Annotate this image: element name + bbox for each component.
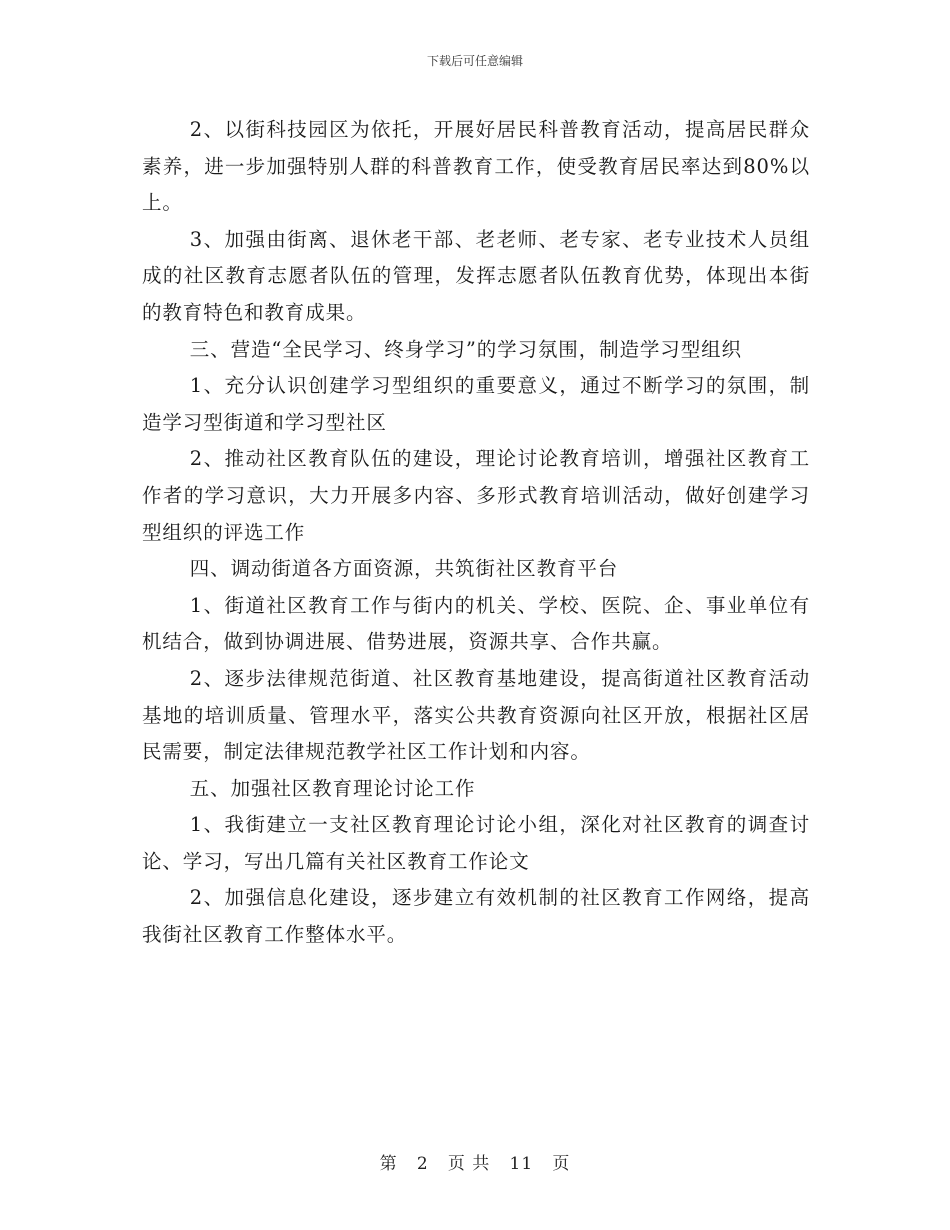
document-body [142,112,810,954]
footer-total-pages: 11 [509,1154,534,1174]
page-footer [0,1153,950,1175]
footer-middle: 页 共 [447,1154,491,1174]
section-heading-4: 四、调动街道各方面资源，共筑街社区教育平台 [189,557,619,581]
footer-prefix: 第 [379,1154,398,1174]
paragraph-section3-item-1: 1、充分认识创建学习型组织的重要意义，通过不断学习的氛围，制造学习型街道和学习型社区 [142,374,810,434]
footer-suffix: 页 [552,1154,571,1174]
paragraph-section4-item-2: 2、逐步法律规范街道、社区教育基地建设，提高街道社区教育活动基地的培训质量、管理水平，落实公共教育资源向社区开放，根据社区居民需要，制定法律规范教学社区工作计划和内容。 [142,666,810,764]
header-text: 下载后可任意编辑 [426,54,523,68]
page-header [0,53,950,69]
section-heading-3: 三、营造“全民学习、终身学习”的学习氛围，制造学习型组织 [189,337,742,361]
paragraph-section5-item-1: 1、我街建立一支社区教育理论讨论小组，深化对社区教育的调查讨论、学习，写出几篇有关社区教育工作论文 [142,813,810,873]
paragraph-section5-item-2: 2、加强信息化建设，逐步建立有效机制的社区教育工作网络，提高我街社区教育工作整体水平。 [142,886,810,947]
paragraph-section4-item-1: 1、街道社区教育工作与街内的机关、学校、医院、企、事业单位有机结合，做到协调进展、借势进展，资源共享、合作共赢。 [142,593,810,654]
paragraph-item-3: 3、加强由街离、退休老干部、老老师、老专家、老专业技术人员组成的社区教育志愿者队伍的管理，发挥志愿者队伍教育优势，体现出本街的教育特色和教育成果。 [142,227,810,324]
footer-page-number: 2 [416,1154,429,1174]
paragraph-item-2: 2、以街科技园区为依托，开展好居民科普教育活动，提高居民群众素养，进一步加强特别人群的科普教育工作，使受教育居民率达到80%以上。 [142,118,810,215]
paragraph-section3-item-2: 2、推动社区教育队伍的建设，理论讨论教育培训，增强社区教育工作者的学习意识，大力开展多内容、多形式教育培训活动，做好创建学习型组织的评选工作 [142,447,810,544]
section-heading-5: 五、加强社区教育理论讨论工作 [189,776,476,800]
